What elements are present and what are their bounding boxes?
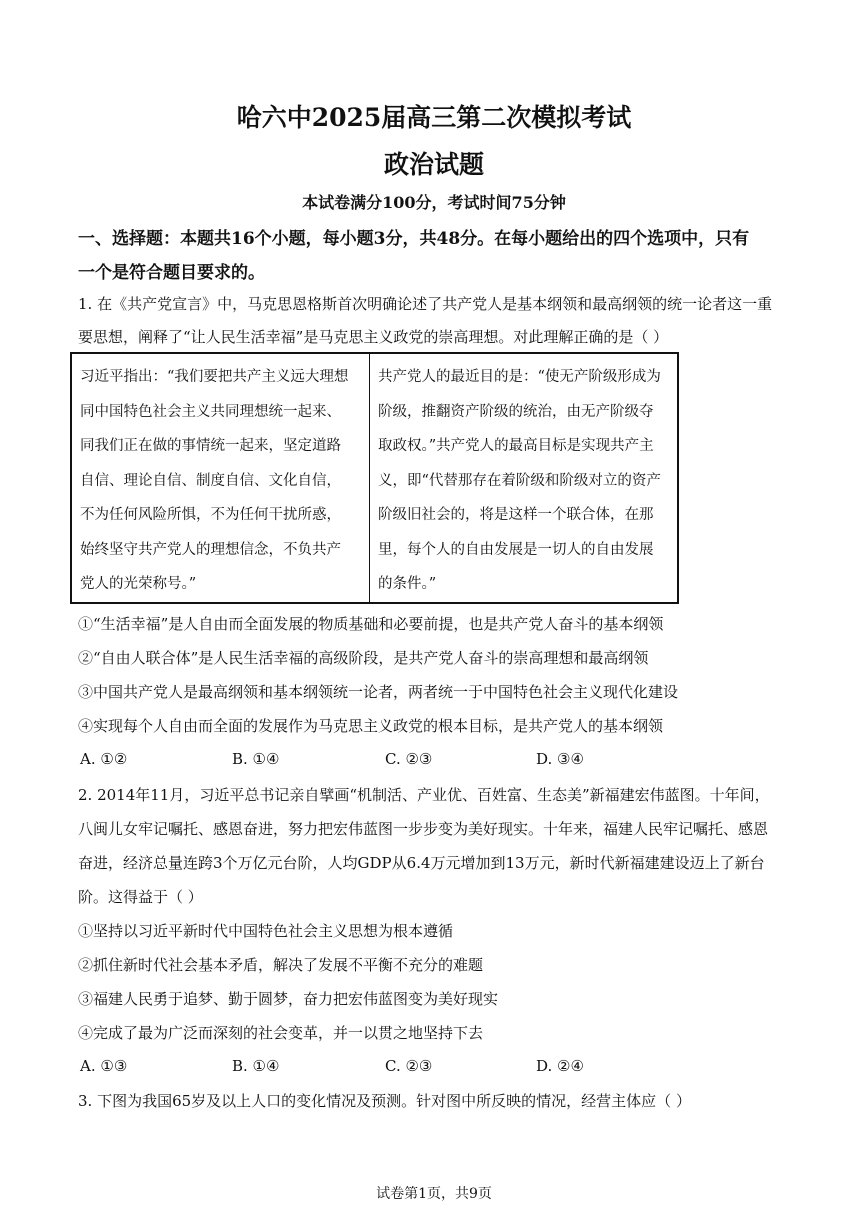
q1-left-line: 自信、理论自信、制度自信、文化自信， <box>80 472 341 489</box>
q1-statement-2: ②“自由人联合体”是人民生活幸福的高级阶段，是共产党人奋斗的崇高理想和最高纲领 <box>78 649 649 667</box>
q2-stem-line-4: 阶。这得益于（ ） <box>78 888 203 906</box>
page-number: 试卷第1页，共9页 <box>376 1186 492 1202</box>
q1-option-d[interactable]: D. ③④ <box>536 750 584 768</box>
q1-left-line: 同中国特色社会主义共同理想统一起来、 <box>80 403 341 420</box>
q1-option-c[interactable]: C. ②③ <box>385 750 433 768</box>
q3-stem: 3. 下图为我国65岁及以上人口的变化情况及预测。针对图中所反映的情况，经营主体应（ ） <box>78 1092 691 1110</box>
q1-left-line: 习近平指出：“我们要把共产主义远大理想 <box>80 369 349 385</box>
q2-option-b[interactable]: B. ①④ <box>232 1057 280 1075</box>
q1-left-line: 不为任何风险所惧，不为任何干扰所惑， <box>80 507 341 523</box>
q2-option-d[interactable]: D. ②④ <box>536 1057 584 1075</box>
q1-statement-1: ①“生活幸福”是人自由而全面发展的物质基础和必要前提，也是共产党人奋斗的基本纲领 <box>78 615 664 633</box>
q1-left-cell <box>71 353 370 603</box>
section-heading-line-2: 一个是符合题目要求的。 <box>78 263 265 283</box>
q2-stem-line-2: 八闽儿女牢记嘱托、感恩奋进，努力把宏伟蓝图一步步变为美好现实。十年来，福建人民牢记嘱托、感恩 <box>78 820 769 838</box>
q1-right-line: 共产党人的最近目的是：“使无产阶级形成为 <box>378 369 661 385</box>
q1-material-table <box>70 352 679 604</box>
q2-statement-2: ②抓住新时代社会基本矛盾，解决了发展不平衡不充分的难题 <box>78 956 484 974</box>
q1-right-line: 里，每个人的自由发展是一切人的自由发展 <box>378 541 654 558</box>
q2-option-c[interactable]: C. ②③ <box>385 1057 433 1075</box>
q1-right-cell <box>370 353 679 603</box>
q1-option-b[interactable]: B. ①④ <box>232 750 280 768</box>
q2-statement-3: ③福建人民勇于追梦、勤于圆梦，奋力把宏伟蓝图变为美好现实 <box>78 990 499 1008</box>
q2-statement-1: ①坚持以习近平新时代中国特色社会主义思想为根本遵循 <box>78 922 454 940</box>
q1-left-line: 同我们正在做的事情统一起来，坚定道路 <box>80 438 341 454</box>
q1-stem-line-1: 1. 在《共产党宣言》中，马克思恩格斯首次明确论述了共产党人是基本纲领和最高纲领的统一论者这一重 <box>78 295 773 313</box>
q1-left-line: 始终坚守共产党人的理想信念，不负共产 <box>80 541 341 558</box>
q2-stem-line-1: 2. 2014年11月，习近平总书记亲自擘画“机制活、产业优、百姓富、生态美”新福建宏伟蓝图。十年间， <box>78 786 770 804</box>
q1-statement-3: ③中国共产党人是最高纲领和基本纲领统一论者，两者统一于中国特色社会主义现代化建设 <box>78 683 679 701</box>
q1-right-line: 的条件。” <box>378 576 437 592</box>
q1-option-a[interactable]: A. ①② <box>80 750 128 768</box>
q1-right-line: 义，即“代替那存在着阶级和阶级对立的资产 <box>378 472 661 489</box>
q2-stem-line-3: 奋进，经济总量连跨3个万亿元台阶，人均GDP从6.4万元增加到13万元，新时代新福建建设迈上了新台 <box>78 854 765 872</box>
q1-statement-4: ④实现每个人自由而全面的发展作为马克思主义政党的根本目标，是共产党人的基本纲领 <box>78 717 664 735</box>
exam-info: 本试卷满分100分，考试时间75分钟 <box>302 193 566 212</box>
section-heading-line-1: 一、选择题：本题共16个小题，每小题3分，共48分。在每小题给出的四个选项中，只有 <box>78 229 750 249</box>
exam-title: 哈六中2025届高三第二次模拟考试 <box>236 103 632 132</box>
q2-statement-4: ④完成了最为广泛而深刻的社会变革，并一以贯之地坚持下去 <box>78 1024 484 1042</box>
q1-left-line: 党人的光荣称号。” <box>80 576 197 592</box>
q1-stem-line-2: 要思想，阐释了“让人民生活幸福”是马克思主义政党的崇高理想。对此理解正确的是（ ） <box>78 328 669 346</box>
subject-title: 政治试题 <box>383 150 484 179</box>
q1-right-line: 取政权。”共产党人的最高目标是实现共产主 <box>378 438 654 454</box>
q2-option-a[interactable]: A. ①③ <box>80 1057 128 1075</box>
q1-right-line: 阶级旧社会的，将是这样一个联合体，在那 <box>378 507 654 523</box>
q1-right-line: 阶级，推翻资产阶级的统治，由无产阶级夺 <box>378 403 654 420</box>
